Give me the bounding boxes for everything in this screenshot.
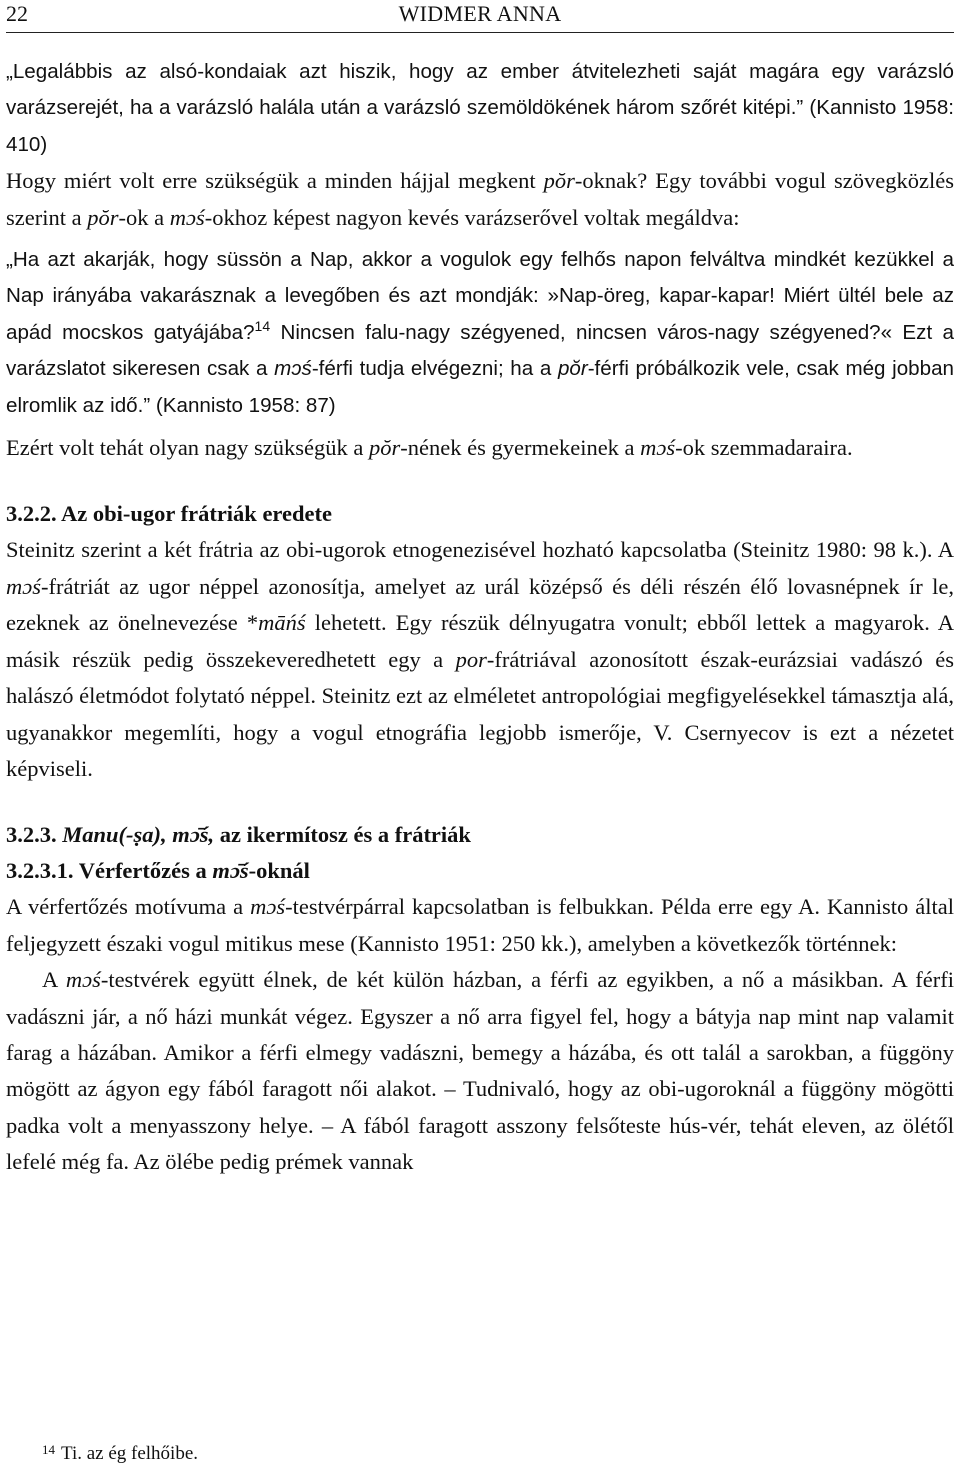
paragraph-1: Hogy miért volt erre szükségük a minden hájjal megkent pŏr-oknak? Egy további vogul szövegközlés szerint a pŏr-ok a mɔś-okhoz képest nagyon kevés varázserővel voltak megáldva: (6, 168, 954, 230)
footnote-number: 14 (42, 1442, 55, 1457)
footnote-text: Ti. az ég felhőibe. (61, 1443, 199, 1464)
paragraph-2: Ezért volt tehát olyan nagy szükségük a pŏr-nének és gyermekeinek a mɔś-ok szemmadaraira. (6, 435, 853, 461)
paragraph-3: Steinitz szerint a két frátria az obi-ugorok etnogenezisével hozható kapcsolatba (Steinitz 1980: 98 k.). A mɔś-frátriát az ugor néppel azonosítja, amelyet az urál középső és déli részén élő lovasnépnek ír le, ezeknek az önelnevezése *māńś lehetett. Egy részük délnyugatra vonult; ebből lettek a magyarok. A másik részük pedig összekeveredhetett egy a por-frátriával azonosított észak-eurázsiai vadászó és halászó életmódot folytató néppel. Steinitz ezt az elméletet antropológiai megfigyelésekkel támasztja alá, ugyanakkor megemlíti, hogy a vogul etnográfia legjobb ismerője, V. Csernyecov is ezt a nézetet képviseli. (6, 537, 954, 781)
term-por: pŏr (87, 204, 119, 230)
header-rule (6, 32, 954, 33)
document-page (6, 0, 954, 1481)
paragraph-4: A vérfertőzés motívuma a mɔś-testvérpárral kapcsolatban is felbukkan. Példa erre egy A. Kannisto által feljegyzett északi vogul mitikus mese (Kannisto 1951: 250 kk.), amelyben a következők történnek: (6, 894, 954, 956)
page-header (6, 0, 954, 34)
term-por: pŏr (557, 357, 588, 381)
section-heading-3-2-3-1: 3.2.3.1. Vérfertőzés a mɔ̄ś-oknál (6, 858, 310, 884)
footnote (42, 1440, 198, 1468)
term-mos: mɔś (274, 357, 312, 381)
section-heading-3-2-3: 3.2.3. Manu(-ṣa), mɔ̄ś, az ikermítosz és a frátriák (6, 822, 471, 848)
quote-block-1 (6, 54, 954, 163)
paragraph-5: A mɔś-testvérek együtt élnek, de két külön házban, a férfi az egyikben, a nő a másikban. A férfi vadászni jár, a nő házi munkát végez. Egyszer a nő arra figyel fel, hogy a bátyja nap mint nap valamit farag a házában. Amikor a férfi elmegy vadászni, bemegy a házába, és ott talál a sarokban, a függöny mögött az ágyon egy fából faragott női alakot. – Tudnivaló, hogy az obi-ugoroknál a függöny mögötti padka volt a menyasszony helye. – A fából faragott asszony felsőteste hús-vér, tehát eleven, az ölétől lefelé még fa. Az ölébe pedig prémek vannak (6, 967, 954, 1175)
running-title: WIDMER ANNA (398, 1, 562, 26)
quote-block-2 (6, 242, 954, 424)
section-heading-3-2-2: 3.2.2. Az obi-ugor frátriák eredete (6, 501, 332, 527)
page-number: 22 (6, 1, 28, 26)
term-por: pŏr (543, 168, 575, 194)
term-mos: mɔś (169, 204, 205, 230)
footnote-ref: 14 (254, 317, 271, 334)
quote-1: „Legalábbis az alsó-kondaiak azt hiszik, hogy az ember átvitelezheti saját magára egy varázsló varázserejét, ha a varázsló halála után a varázsló szemöldökének három szőrét kitépi.” (Kannisto 1958: 410) (6, 60, 954, 156)
page-body (6, 54, 954, 1181)
quote-2: „Ha azt akarják, hogy süssön a Nap, akkor a vogulok egy felhős napon felváltva mindkét kezükkel a Nap irányába vakarásznak a levegőben és azt mondják: »Nap-öreg, kapar-kapar! Miért ültél bele az apád mocskos gatyájába?$^{14}$ Nincsen falu-nagy szégyened, nincsen város-nagy szégyened?« Ezt a varázslatot sikeresen csak a mɔś-férfi tudja elvégezni; ha a pŏr-férfi próbálkozik vele, csak még jobban elromlik az idő.” (Kannisto 1958: 87) (6, 248, 954, 417)
